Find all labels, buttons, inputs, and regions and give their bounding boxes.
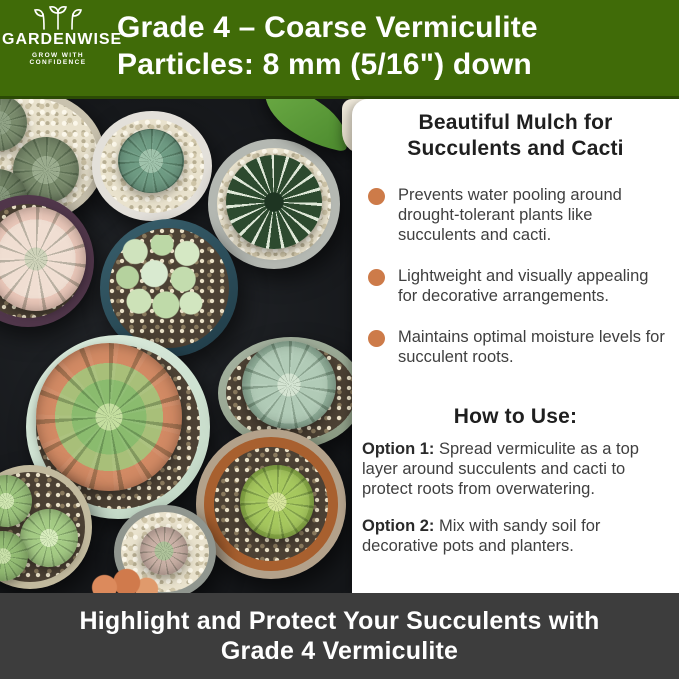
header-banner (0, 0, 679, 99)
panel-heading (352, 99, 679, 162)
header-title-line1: Grade 4 – Coarse Vermiculite (117, 11, 538, 44)
succulents-photo (0, 99, 366, 593)
header-title (117, 9, 538, 83)
how-to-use-option-1 (352, 439, 679, 499)
option-2-text: Mix with sandy soil for decorative pots and planters. (362, 517, 601, 555)
green-rosette (20, 509, 78, 567)
option-1-label: Option 1: (362, 440, 435, 458)
bullet-dot-icon (368, 188, 385, 205)
brand-logo (2, 4, 123, 66)
pot-top-center (92, 111, 212, 221)
bullet-dot-icon (368, 269, 385, 286)
pot-haworthia (208, 139, 340, 269)
lime-succulent (240, 465, 314, 539)
benefit-text: Lightweight and visually appealing for decorative arrangements. (398, 267, 649, 305)
pale-blue-echeveria (242, 341, 336, 429)
bullet-dot-icon (368, 330, 385, 347)
panel-heading-line2: Succulents and Cacti (407, 137, 624, 160)
how-to-use-heading: How to Use: (453, 405, 578, 428)
pot-rustic-jellybean (196, 429, 346, 579)
panel-heading-line1: Beautiful Mulch for (418, 111, 613, 134)
brand-name: GARDENWISE (2, 31, 123, 48)
blue-green-succulent (118, 129, 184, 193)
pot-pink-echeveria (0, 195, 94, 327)
footer-banner (0, 593, 679, 679)
sempervivum-cluster (116, 235, 212, 327)
footer-line1: Highlight and Protect Your Succulents with (79, 607, 600, 635)
info-panel (352, 99, 679, 593)
how-to-use-option-2 (352, 516, 679, 556)
option-1-text: Spread vermiculite as a top layer around succulents and cacti to protect roots from overwatering. (362, 440, 639, 498)
content-row (0, 99, 679, 593)
benefit-item (368, 266, 669, 306)
brand-tagline: GROW WITH CONFIDENCE (29, 52, 87, 66)
orange-green-echeveria (36, 343, 182, 491)
header-title-line2: Particles: 8 mm (5/16") down (117, 48, 532, 81)
mini-echeveria (140, 527, 188, 575)
benefit-text: Prevents water pooling around drought-tolerant plants like succulents and cacti. (398, 186, 622, 244)
benefit-list (352, 185, 679, 367)
option-2-label: Option 2: (362, 517, 435, 535)
benefit-text: Maintains optimal moisture levels for succulent roots. (398, 328, 665, 366)
benefit-item (368, 185, 669, 245)
sprout-icon (32, 4, 84, 30)
zebra-haworthia (226, 155, 322, 249)
orange-succulent-tips (86, 567, 160, 593)
benefit-item (368, 327, 669, 367)
footer-line2: Grade 4 Vermiculite (220, 637, 459, 665)
